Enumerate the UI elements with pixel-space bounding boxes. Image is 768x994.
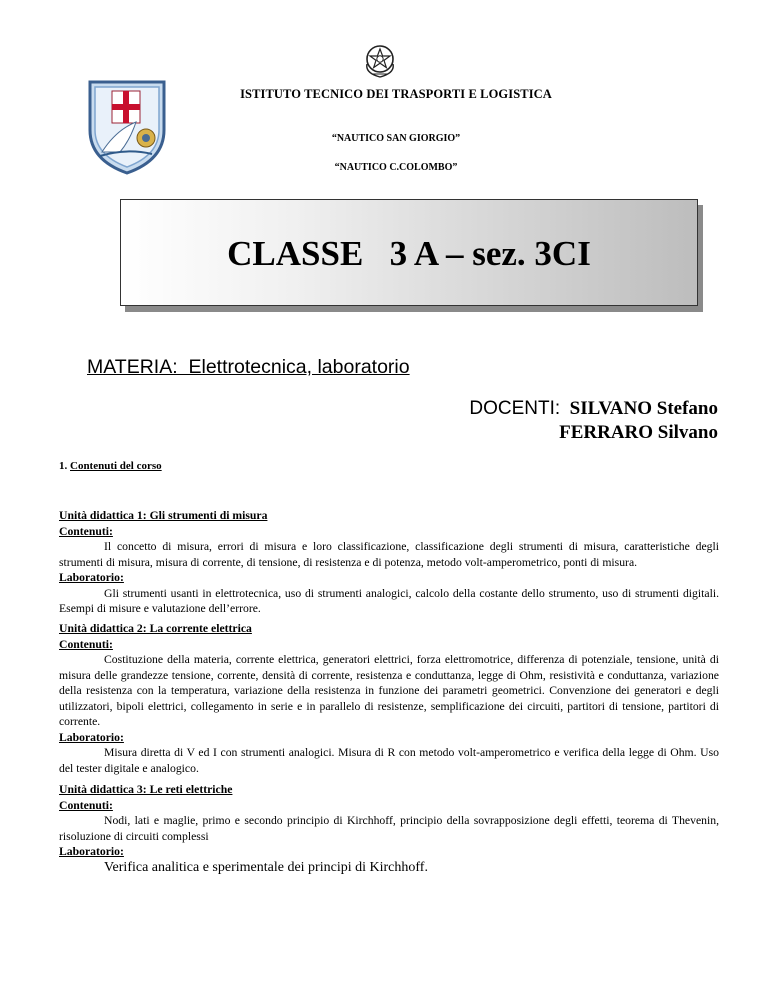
teachers-label: DOCENTI: <box>469 398 561 419</box>
contenuti-text: Nodi, lati e maglie, primo e secondo principio di Kirchhoff, principio della sovrapposizione degli effetti, teorema di Thevenin, risoluzione di circuiti complessi <box>59 814 719 843</box>
school-subtitle-1: “NAUTICO SAN GIORGIO” <box>331 133 461 144</box>
class-title-box <box>120 199 698 306</box>
contenuti-text: Costituzione della materia, corrente elettrica, generatori elettrici, forza elettromotrice, differenza di potenziale, tensione, unità di misura delle grandezze tensione, corrente, densità di corrente, resistenza e conduttanza, legge di Ohm, resistività e conduttanza, variazione della resistenza con la temperatura, variazione della resistenza in funzione dei parametri geometrici. Convenzione dei generatori e degli utilizzatori, bipoli elettrici, collegamento in serie e in parallelo di resistenze, semplificazione dei circuiti, partitori di tensione, partitori di corrente. <box>59 653 719 728</box>
unit-block-3 <box>59 782 719 875</box>
lab-label: Laboratorio: <box>59 730 124 744</box>
section-number: 1. <box>59 460 68 472</box>
section-heading <box>59 460 162 472</box>
unit-block-1 <box>59 508 719 617</box>
contenuti-label: Contenuti: <box>59 798 113 812</box>
contenuti-text: Il concetto di misura, errori di misura e loro classificazione, classificazione degli strumenti di misura, caratteristiche degli strumenti di misura, misura di corrente, di tensione, di resistenza e di potenza, metodo volt-amperometrico, ponti di misura. <box>59 540 719 569</box>
unit-title: Unità didattica 3: Le reti elettriche <box>59 783 233 796</box>
subject-heading: MATERIA: Elettrotecnica, laboratorio <box>87 356 410 378</box>
unit-title: Unità didattica 1: Gli strumenti di misura <box>59 509 268 522</box>
lab-text: Gli strumenti usanti in elettrotecnica, uso di strumenti analogici, calcolo della costante dello strumento, uso di strumenti digitali. Esempi di misure e valutazione dell’errore. <box>59 586 719 615</box>
school-name: ISTITUTO TECNICO DEI TRASPORTI E LOGISTICA <box>240 87 552 101</box>
italian-republic-emblem <box>362 40 398 80</box>
contenuti-label: Contenuti: <box>59 637 113 651</box>
section-title: Contenuti del corso <box>70 460 162 472</box>
school-subtitle-2: “NAUTICO C.COLOMBO” <box>334 162 458 173</box>
teachers-line <box>469 398 718 420</box>
class-title: CLASSE 3 A – sez. 3CI <box>227 234 591 273</box>
contenuti-label: Contenuti: <box>59 524 113 538</box>
unit-title: Unità didattica 2: La corrente elettrica <box>59 622 252 635</box>
lab-text: Verifica analitica e sperimentale dei principi di Kirchhoff. <box>104 859 428 875</box>
lab-label: Laboratorio: <box>59 845 124 858</box>
unit-block-2 <box>59 621 719 776</box>
lab-label: Laboratorio: <box>59 571 124 584</box>
teacher-name-2: FERRARO Silvano <box>559 422 718 443</box>
teacher-name-1: SILVANO Stefano <box>569 398 718 419</box>
lab-text: Misura diretta di V ed I con strumenti analogici. Misura di R con metodo volt-amperometrico e verifica della legge di Ohm. Uso del tester digitale e analogico. <box>59 746 719 775</box>
